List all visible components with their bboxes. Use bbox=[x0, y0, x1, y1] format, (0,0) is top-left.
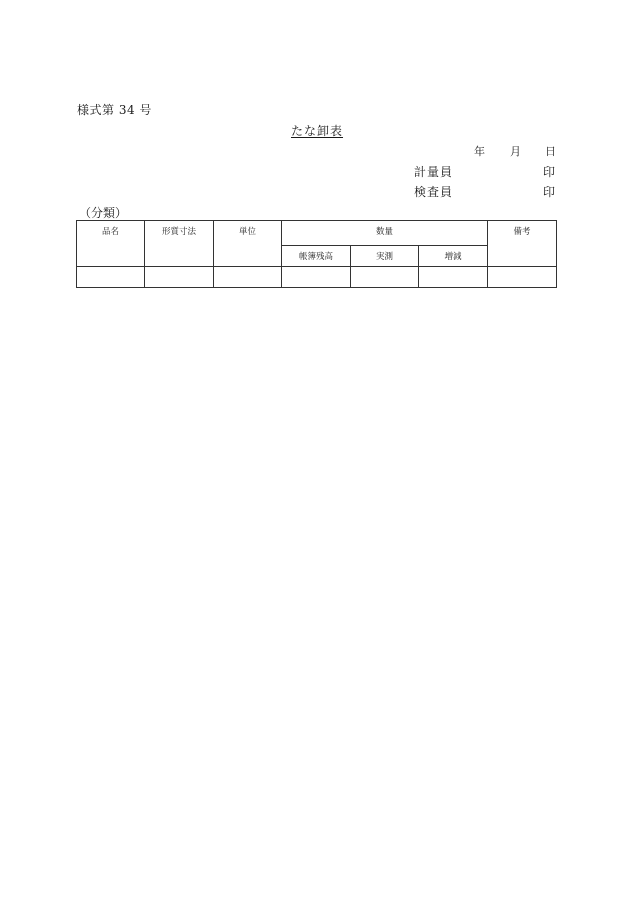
header-item-name: 品名 bbox=[77, 221, 145, 267]
header-quantity: 数量 bbox=[282, 221, 488, 246]
date-year-label: 年 bbox=[474, 145, 485, 158]
cell-remarks[interactable] bbox=[488, 267, 557, 288]
header-remarks: 備考 bbox=[488, 221, 557, 267]
cell-shape-quality-size[interactable] bbox=[145, 267, 214, 288]
inspector-label: 検査員 bbox=[414, 185, 454, 199]
subheader-actual: 実測 bbox=[351, 246, 419, 267]
header-unit: 単位 bbox=[214, 221, 282, 267]
header-shape-quality-size: 形質寸法 bbox=[145, 221, 214, 267]
category-label: （分類） bbox=[79, 206, 128, 220]
date-month-label: 月 bbox=[510, 145, 521, 158]
subheader-book-balance: 帳簿残高 bbox=[282, 246, 351, 267]
date-day-label: 日 bbox=[545, 145, 556, 158]
form-number: 様式第 34 号 bbox=[77, 103, 152, 117]
weigher-seal-mark: 印 bbox=[543, 165, 556, 179]
subheader-difference: 増減 bbox=[419, 246, 488, 267]
cell-difference[interactable] bbox=[419, 267, 488, 288]
cell-actual[interactable] bbox=[351, 267, 419, 288]
document-title: たな卸表 bbox=[291, 124, 344, 138]
table-header-row bbox=[77, 221, 557, 246]
inspector-seal-mark: 印 bbox=[543, 185, 556, 199]
cell-book-balance[interactable] bbox=[282, 267, 351, 288]
weigher-label: 計量員 bbox=[414, 165, 454, 179]
cell-item-name[interactable] bbox=[77, 267, 145, 288]
inventory-table bbox=[76, 220, 557, 288]
cell-unit[interactable] bbox=[214, 267, 282, 288]
table-row bbox=[77, 267, 557, 288]
